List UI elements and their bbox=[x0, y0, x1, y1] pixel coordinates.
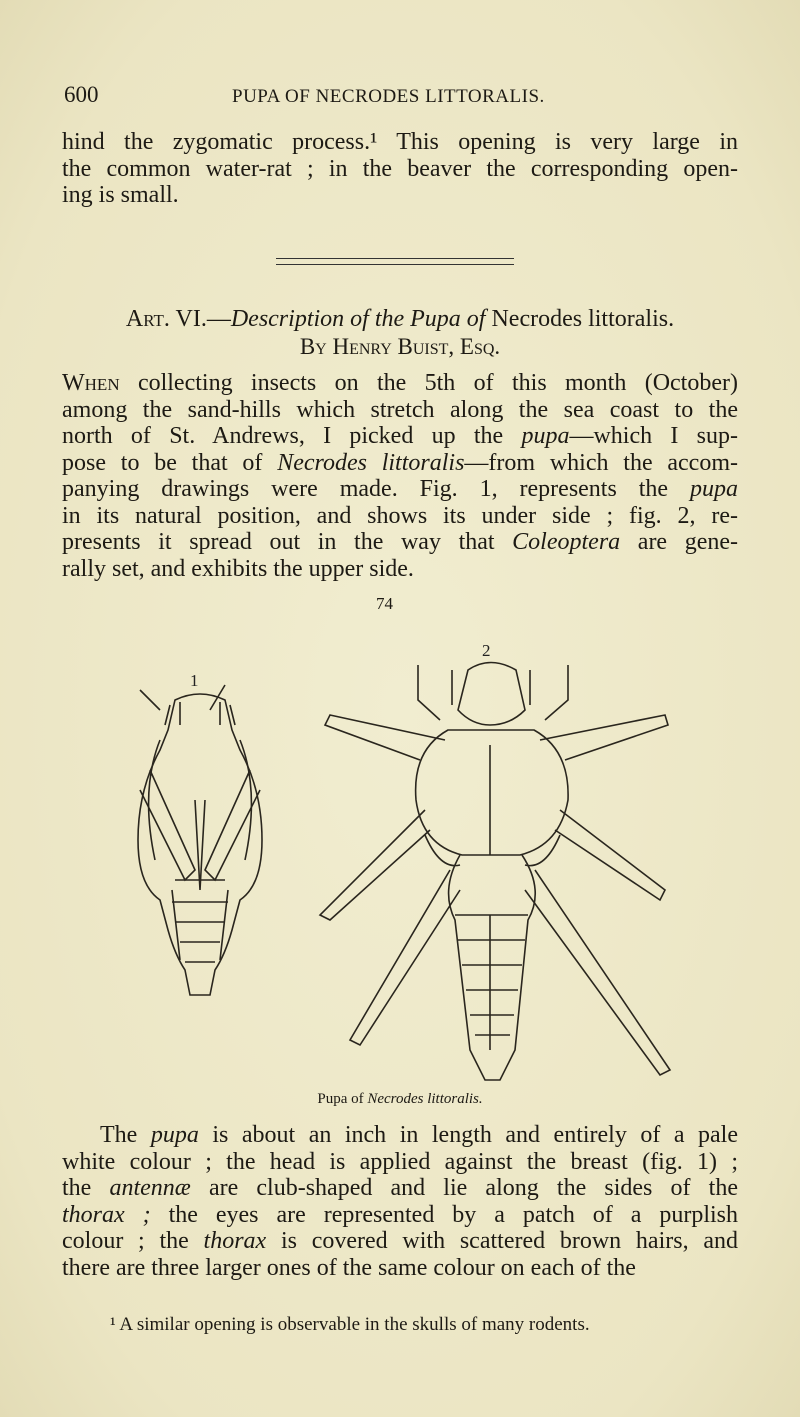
text-line bbox=[100, 1122, 738, 1149]
text-line bbox=[62, 397, 738, 424]
text-run: colour ; the bbox=[62, 1228, 204, 1254]
text-run: collecting insects on the 5th of this month (October) bbox=[119, 370, 738, 396]
text-run: in its natural position, and shows its under side ; fig. 2, re- bbox=[62, 503, 738, 529]
text-run: the common water-rat ; in the beaver the corresponding open- bbox=[62, 156, 738, 182]
figure-2-pupa-upper-side bbox=[320, 641, 670, 1080]
pupa-illustration bbox=[0, 630, 800, 1090]
plate-number: 74 bbox=[376, 594, 393, 613]
text-run: The bbox=[100, 1122, 151, 1148]
text-run: among the sand-hills which stretch along the sea coast to the bbox=[62, 397, 738, 423]
text-run: presents it spread out in the way that bbox=[62, 529, 513, 555]
text-line bbox=[62, 156, 738, 183]
footnote: ¹ A similar opening is observable in the skulls of many rodents. bbox=[110, 1314, 590, 1335]
heading-text: Necrodes littoralis. bbox=[491, 306, 675, 332]
text-line bbox=[62, 476, 738, 503]
italic-text: pupa bbox=[521, 423, 570, 449]
caption-prefix: Pupa of bbox=[317, 1091, 368, 1107]
text-run: are club-shaped and lie along the sides of the bbox=[190, 1175, 738, 1201]
text-run: are gene- bbox=[620, 529, 738, 555]
text-run: hind the zygomatic process.¹ This opening is very large in bbox=[62, 129, 738, 155]
heading-text: By Henry Buist, Esq. bbox=[299, 334, 501, 359]
text-line bbox=[62, 1202, 738, 1229]
figure-caption bbox=[0, 1091, 800, 1108]
text-line bbox=[62, 370, 738, 397]
caption-species: Necrodes littoralis. bbox=[367, 1091, 483, 1107]
text-line bbox=[62, 556, 738, 583]
heading-line bbox=[62, 306, 738, 333]
text-run: —which I sup- bbox=[569, 423, 738, 449]
text-run: rally set, and exhibits the upper side. bbox=[62, 556, 414, 582]
text-line bbox=[62, 423, 738, 450]
fig1-label: 1 bbox=[190, 671, 199, 690]
fig2-label: 2 bbox=[482, 641, 491, 660]
text-run: the bbox=[62, 1175, 110, 1201]
text-run: ing is small. bbox=[62, 182, 179, 208]
heading-text: Description of the Pupa of bbox=[230, 306, 492, 332]
italic-text: pupa bbox=[150, 1122, 199, 1148]
figure-1-pupa-underside bbox=[138, 671, 262, 995]
text-line bbox=[62, 1149, 738, 1176]
italic-text: pupa bbox=[690, 476, 738, 502]
heading-text: — bbox=[206, 306, 231, 332]
text-run: there are three larger ones of the same colour on each of the bbox=[62, 1255, 636, 1281]
text-line bbox=[62, 1255, 738, 1282]
heading-text: Art. VI. bbox=[125, 306, 207, 332]
text-run: is covered with scattered brown hairs, and bbox=[266, 1228, 738, 1254]
text-run: —from which the accom- bbox=[464, 450, 738, 476]
text-run: is about an inch in length and entirely of a pale bbox=[198, 1122, 738, 1148]
italic-text: thorax ; bbox=[62, 1202, 151, 1228]
text-line bbox=[62, 450, 738, 477]
italic-text: antennæ bbox=[109, 1175, 191, 1201]
text-line bbox=[62, 129, 738, 156]
section-divider bbox=[276, 258, 514, 259]
text-line bbox=[62, 503, 738, 530]
italic-text: thorax bbox=[203, 1228, 267, 1254]
text-line bbox=[62, 1175, 738, 1202]
running-head: PUPA OF NECRODES LITTORALIS. bbox=[232, 86, 545, 107]
text-run: north of St. Andrews, I picked up the bbox=[62, 423, 522, 449]
text-run: When bbox=[62, 370, 120, 396]
text-run: pose to be that of bbox=[62, 450, 278, 476]
italic-text: Coleoptera bbox=[512, 529, 621, 555]
italic-text: Necrodes littoralis bbox=[277, 450, 465, 476]
text-line bbox=[62, 1228, 738, 1255]
heading-line bbox=[62, 333, 738, 360]
text-line bbox=[62, 529, 738, 556]
page-number: 600 bbox=[64, 82, 99, 107]
text-run: white colour ; the head is applied against the breast (fig. 1) ; bbox=[62, 1149, 738, 1175]
section-divider bbox=[276, 264, 514, 265]
text-run: the eyes are represented by a patch of a purplish bbox=[150, 1202, 738, 1228]
text-run: panying drawings were made. Fig. 1, represents the bbox=[62, 476, 690, 502]
text-line bbox=[62, 182, 738, 209]
